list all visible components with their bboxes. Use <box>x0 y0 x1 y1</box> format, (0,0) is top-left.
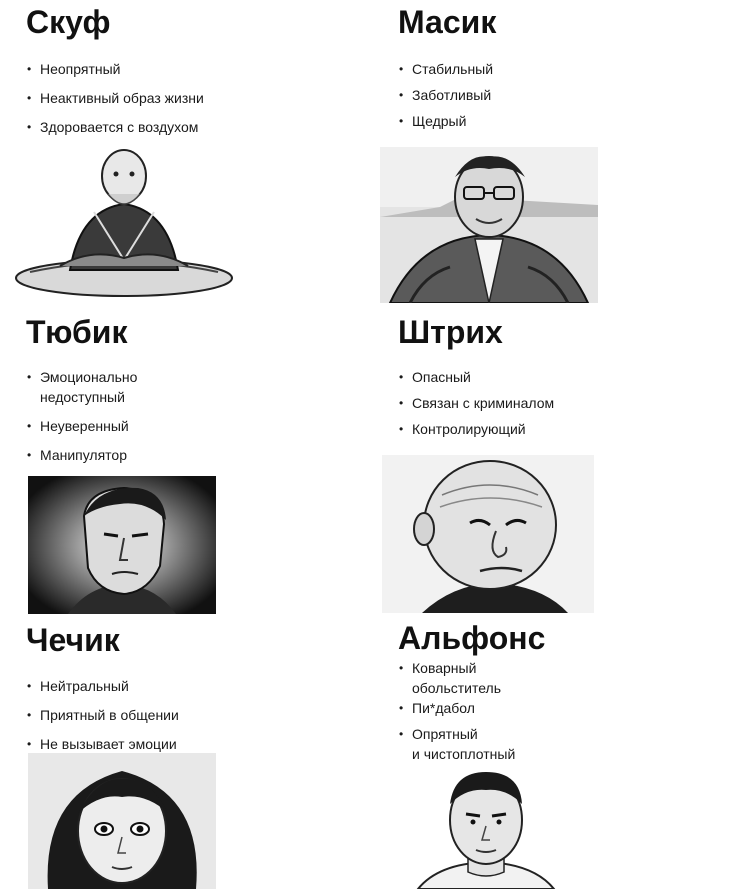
young-man-illustration <box>398 768 574 889</box>
trait-list <box>398 367 554 445</box>
trait-text: Заботливый <box>412 87 492 103</box>
trait-list <box>26 367 137 474</box>
trait-text: Контролирующий <box>412 421 526 437</box>
trait-text: Щедрый <box>412 113 467 129</box>
long-hair-youth-illustration <box>28 753 216 889</box>
trait-item: • Не вызывает эмоции <box>26 734 179 754</box>
trait-item: • Контролирующий <box>398 419 554 439</box>
trait-list <box>398 59 493 137</box>
trait-item: • Щедрый <box>398 111 493 131</box>
trait-item: • Неуверенный <box>26 416 137 436</box>
trait-item: • Связан с криминалом <box>399 395 555 411</box>
trait-list <box>398 658 515 770</box>
trait-text: Неопрятный <box>40 61 121 77</box>
trait-item: • Неактивный образ жизни <box>27 90 204 106</box>
trait-text: Манипулятор <box>40 447 128 463</box>
trait-item: • Манипулятор <box>26 445 137 465</box>
trait-item: • Пи*дабол <box>398 698 515 718</box>
trait-text: Нейтральный <box>40 678 129 694</box>
trait-text: Связан с криминалом <box>412 395 555 411</box>
trait-item: • Заботливый <box>399 87 492 103</box>
card-alfons <box>398 620 718 770</box>
card-title: Тюбик <box>26 314 128 350</box>
trait-item: • Эмоционально недоступный <box>27 369 138 405</box>
trait-text: Опасный <box>412 369 471 385</box>
trait-list <box>26 676 179 763</box>
trait-item: • Опрятный и чистоплотный <box>399 726 516 762</box>
card-tyubik <box>26 314 346 474</box>
trait-item: • Неопрятный <box>26 59 204 79</box>
trait-text: Стабильный <box>412 61 494 77</box>
bald-man-illustration <box>382 455 594 613</box>
trait-item: • Нейтральный <box>26 676 179 696</box>
trait-text: Опрятный <box>412 726 478 742</box>
trait-text: Коварный <box>412 660 477 676</box>
trait-item: • Стабильный <box>399 61 494 77</box>
man-in-glasses-illustration <box>380 147 598 303</box>
trait-item: • Опасный <box>398 367 554 387</box>
trait-text: обольститель <box>412 680 502 696</box>
card-title: Масик <box>398 4 497 40</box>
trait-item: • Коварный обольститель <box>398 658 515 698</box>
card-title: Альфонс <box>398 620 546 656</box>
long-face-man-illustration <box>28 476 216 614</box>
trait-item: • Здоровается с воздухом <box>26 117 204 137</box>
trait-text: и чистоплотный <box>412 746 516 762</box>
trait-text: Пи*дабол <box>412 700 475 716</box>
trait-text: Неуверенный <box>40 418 129 434</box>
trait-text: Здоровается с воздухом <box>40 119 199 135</box>
trait-text: Эмоционально <box>40 369 138 385</box>
seated-old-man-illustration <box>10 140 238 300</box>
trait-text: Не вызывает эмоции <box>40 736 177 752</box>
trait-list <box>26 59 204 146</box>
card-chechik <box>26 622 346 762</box>
card-title: Скуф <box>26 4 111 40</box>
trait-item: • Приятный в общении <box>27 707 179 723</box>
trait-text: Приятный в общении <box>40 707 179 723</box>
card-title: Чечик <box>26 622 120 658</box>
card-title: Штрих <box>398 314 503 350</box>
card-shtrikh <box>398 314 718 464</box>
trait-text: Неактивный образ жизни <box>40 90 204 106</box>
trait-text: недоступный <box>40 389 125 405</box>
